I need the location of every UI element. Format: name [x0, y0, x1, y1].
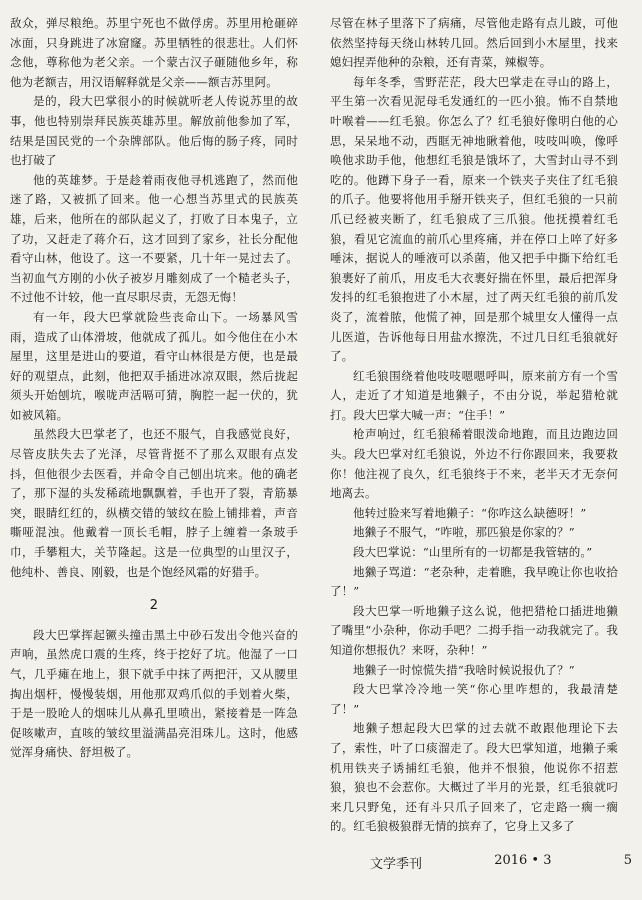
page-number: 5 [623, 853, 632, 868]
issue-number: 2016 • 3 [494, 853, 552, 868]
right-column-body [330, 14, 618, 837]
journal-name: 文学季刊 [370, 857, 423, 872]
paragraph: 段大巴掌一听地獭子这么说，他把猎枪口插进地獭了嘴里“小杂种，你动手吧？二拇手指一动我就完了。我知道你想报仇？来呀，杂种！” [330, 603, 618, 657]
paragraph: 尽管在林子里落下了病痛，尽管他走路有点儿跛，可他依然坚持每天绕山林转几回。然后回到小木屋里，找来媳妇捏弄他种的杂粮，还有青菜，辣椒等。 [330, 16, 618, 70]
paragraph: 地獭子一时惊慌失措“我啥时候说报仇了？” [353, 662, 575, 677]
paragraph: 段大巴掌冷冷地一笑“你心里咋想的，我最清楚了！” [330, 682, 618, 716]
paragraph: 是的，段大巴掌很小的时候就听老人传说苏里的故事，他也特别崇拜民族英雄苏里。解放前他参加了军，结果是国民党的一个杂牌部队。他后悔的肠子疼，同时也打破了 [10, 94, 298, 168]
paragraph: 每年冬季，雪野茫茫，段大巴掌走在寻山的路上，平生第一次看见泥母毛发通红的一匹小狼。怖不自禁地叶喉着——红毛狼。你怎么了？红毛狼好像明白他的心思，呆呆地不动，西眶无神地瞅着他，吱吱叫唤，像呼唤他求助手他，他想红毛狼是饿坏了，大雪封山寻不到吃的。他蹲下身子一看，原来一个铁夹子夹住了红毛狼的爪子。他要将他用手掰开铁夹子，但红毛狼的一只前爪已经被夹断了，红毛狼成了三爪狼。他抚摸着红毛狼，看见它流血的前爪心里疼痛，并在停口上啐了好多唾沫，据说人的唾液可以杀菌，他又把手中撕下给红毛狼裹好了前爪，用皮毛大衣裹好揣在怀里，最后把浑身发抖的红毛狼抱进了小木屋，过了两天红毛狼的前爪发炎了，流着脓，他慌了神，回是那个城里女人懂得一点儿医道，告诉他每日用盐水擦洗，不过几日红毛狼就好了。 [330, 74, 618, 364]
left-column [10, 14, 298, 763]
right-column [330, 14, 618, 837]
paragraph: 地獭子骂道：“老杂种，走着瞧，我早晚让你也收拾了！” [330, 564, 618, 599]
paragraph: 他的英雄梦。于是趁着雨夜他寻机逃跑了，然而他迷了路，又被抓了回来。他一心想当苏里式的民族英雄，后来，他所在的部队起义了，打败了日本鬼子，立了功，又赶走了蒋介石，这才回到了家乡，社长分配他看守山林，他设了。这一不要紧，几十年一晃过去了。当初血气方刚的小伙子被岁月雕刻成了一个糙老头子，不过他不计较，他一直尽职尽责，无怨无悔！ [10, 172, 298, 305]
paragraph: 段大巴掌说：“山里所有的一切都是我管辖的。” [353, 545, 593, 560]
paragraph: 枪声响过，红毛狼稀着眼泼命地跑，而且边跑边回头。段大巴掌对红毛狼说，外边不行你跟回来，我要救你！他注视了良久，红毛狼终于不来，老半天才无奈何地离去。 [330, 427, 618, 501]
paragraph: 地獭子不服气，“咋啦，那匹狼是你家的？” [353, 525, 575, 540]
paragraph: 红毛狼围绕着他吱吱嗯嗯呼叫，原来前方有一个雪人，走近了才知道是地獭子，不由分说，举起猎枪就打。段大巴掌大喊一声：“住手！” [330, 368, 618, 422]
page-footer [370, 853, 632, 872]
paragraph: 他转过脸来写着地獭子：“你咋这么缺德呀！” [353, 505, 587, 520]
section-number: 2 [149, 598, 159, 614]
left-column-top [10, 14, 298, 582]
left-column-bottom [10, 626, 298, 763]
paragraph: 敌众，弹尽粮绝。苏里宁死也不做俘虏。苏里用枪砸碎冰面，只身跳进了冰窟窿。苏里牺牲的很悲壮。人们怀念他，尊称他为老父亲。一个蒙古汉子砸随他乡年，称他为老额吉，用汉语解释就是父亲——额吉苏里阿。 [10, 16, 298, 89]
paragraph: 段大巴掌挥起镢头撞击黑土中砂石发出令他兴奋的声响，虽然虎口震的生疼，终于挖好了坑。他湿了一口气，几乎瘫在地上，狠下就手中抹了两把汗，又从腰里掏出烟杆，慢慢装烟，用他那双鸡爪似的手划着火柴，于是一股呛人的烟味儿从鼻孔里喷出，紧接着是一阵急促咳嗽声，直咳的皱纹里溢满晶亮泪珠儿。这时，他感觉浑身痛快、舒坦极了。 [10, 627, 298, 760]
paragraph: 虽然段大巴掌老了，也还不服气，自我感觉良好，尽管皮肤失去了光泽，尽管背挺不了那么双眼有点发抖，但他很少去医看，并命令自己刨出坑来。他的确老了，那下湿的头发稀疏地飘飘着，手也开了裂，青筋暴突，眼睛红红的，纵横交错的皱纹在脸上铺排着，声音嘶哑混浊。他戴着一顶长毛帽，脖子上缠着一条玻手巾，手攀粗大，关节隆起。这是一位典型的山里汉子，他纯朴、善良、刚毅，也是个饱经风霜的好猎手。 [10, 427, 298, 579]
paragraph: 地獭子想起段大巴掌的过去就不敢跟他理论下去了，索性，叶了口痰溜走了。段大巴掌知道，地獭子乘机用铁夹子诱捕红毛狼，他并不恨狼，他说你不招惹狼，狼也不会惹你。大概过了半月的光景，红毛狼就叼来几只野兔，还有斗只爪子回来了，它走路一瘸一瘸的。红毛狼极狼群无情的摈弃了，它身上又多了 [330, 721, 618, 834]
paragraph: 有一年，段大巴掌就险些丧命山下。一场暴风雪雨，造成了山体滑坡，他就成了孤儿。如今他住在小木屋里，这里是进山的要道，看守山林很是方便，也是最好的观望点，此刻，他把双手插进冰凉双眼，然后拢起须头开始刨坑，喉咙声活嗝可猜，胸腔一起一伏的，犹如被风箱。 [10, 309, 298, 422]
